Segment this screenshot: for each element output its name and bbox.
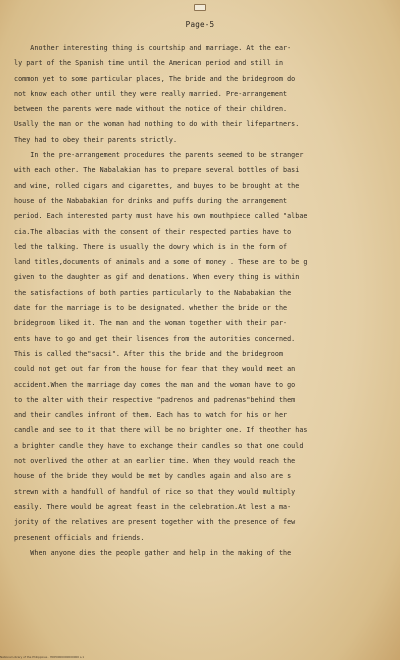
text-line: ly part of the Spanish time until the American period and still in [14, 59, 284, 68]
text-line: led the talking. There is usually the dowry which is in the form of [14, 242, 288, 251]
text-line: presenent officials and friends. [14, 533, 145, 542]
text-line: with each other. The Nabalakian has to prepare several bottles of basi [14, 166, 300, 175]
text-line: not know each other until they were really married. Pre-arrangement [14, 89, 288, 98]
text-line: given to the daughter as gif and denations. When every thing is within [14, 273, 300, 282]
text-line: land titles,documents of animals and a some of money . These are to be g [14, 258, 308, 267]
text-line: ents have to go and get their lisences from the autorities concerned. [14, 334, 296, 343]
text-line: could not get out far from the house for fear that they would meet an [14, 365, 296, 374]
binder-hole [194, 4, 206, 11]
text-line: and their candles infront of them. Each has to watch for his or her [14, 411, 288, 420]
archive-footer: National Library of the Philippines · HDP0000000000000 s.1 [0, 655, 85, 659]
text-line: date for the marriage is to be designated. whether the bride or the [14, 304, 288, 313]
text-line: the satisfactions of both parties particularly to the Nababakian the [14, 288, 292, 297]
text-line: Another interesting thing is courtship and marriage. At the ear- [14, 44, 292, 52]
text-line: common yet to some particular places, The bride and the bridegroom do [14, 74, 296, 83]
text-line: to the alter with their respective "padrenos and padrenas"behind them [14, 395, 296, 404]
text-line: bridegroom liked it. The man and the woman together with their par- [14, 319, 288, 328]
text-line: and wine, rolled cigars and cigarettes, and buyes to be brought at the [14, 181, 300, 190]
body-text [14, 41, 386, 561]
text-line: Usally the man or the woman had nothing to do with their lifepartners. [14, 120, 300, 129]
text-line: easily. There would be agreat feast in the celebration.At lest a ma- [14, 502, 292, 511]
page-header: Page-5 [185, 20, 215, 29]
text-line: period. Each interested party must have his own mouthpiece called "albae [14, 212, 308, 221]
text-line: accident.When the marriage day comes the man and the woman have to go [14, 380, 296, 389]
text-line: house of the Nababakian for drinks and puffs during the arrangement [14, 196, 288, 205]
text-line: They had to obey their parents strictly. [14, 135, 178, 144]
text-line: This is called the"sacsi". After this the bride and the bridegroom [14, 349, 284, 358]
text-line: When anyone dies the people gather and help in the making of the [14, 548, 292, 557]
text-line: not overlived the other at an earlier time. When they would reach the [14, 457, 296, 466]
text-line: between the parents were made without the notice of their children. [14, 105, 288, 114]
text-line: jority of the relatives are present together with the presence of few [14, 518, 296, 527]
text-line: candle and see to it that there will be no brighter one. If theother has [14, 426, 308, 435]
text-line: cia.The albacias with the consent of their respected parties have to [14, 227, 292, 236]
text-line: strewn with a handfull of handful of rice so that they would multiply [14, 487, 296, 496]
text-line: house of the bride they would be met by candles again and also are s [14, 472, 292, 481]
text-line: In the pre-arrangement procedures the parents seemed to be stranger [14, 151, 304, 160]
text-line: a brighter candle they have to exchange their candles so that one could [14, 441, 304, 450]
